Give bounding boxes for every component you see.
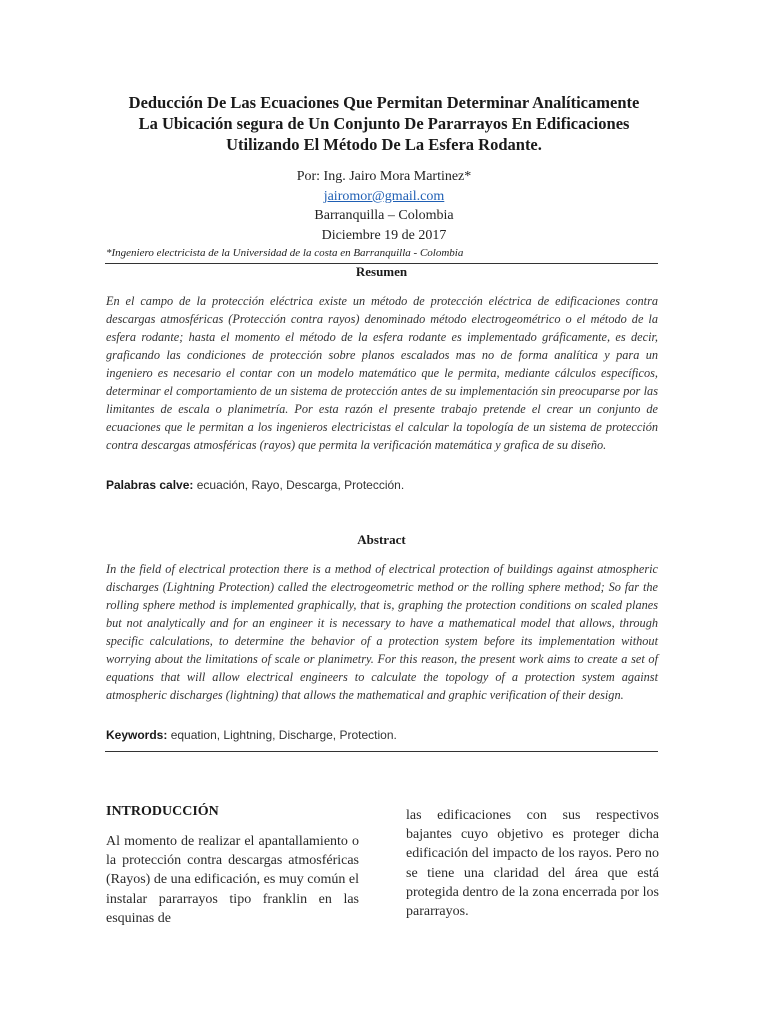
introduccion-heading: INTRODUCCIÓN: [106, 804, 219, 819]
paper-title: [100, 92, 668, 155]
resumen-text: En el campo de la protección eléctrica existe un método de protección eléctrica de edificaciones contra descargas atmosféricas (Protección contra rayos) denominado método electrogeométrico o el método de la esfera rodante; hasta el momento el método de la esfera rodante es implementado gráficamente, es decir, graficando las condiciones de protección sobre planos escalados mas no de forma analítica y para un ingeniero es necesario el contar con un modelo matemático que le permita, mediante cálculos específicos, determinar el comportamiento de un sistema de protección antes de su implementación sin preocuparse por las limitantes de escala o planimetría. Por esta razón el presente trabajo pretende el crear un conjunto de ecuaciones que le permitan a los ingenieros electricistas el calcular la topología de un sistema de protección contra descargas atmosféricas (rayos) que permita la verificación matemática y grafica de su diseño.: [106, 294, 658, 452]
title-line-3: Utilizando El Método De La Esfera Rodante.: [226, 135, 542, 154]
author-email-link[interactable]: jairomor@gmail.com: [323, 188, 445, 204]
author-byline: Por: Ing. Jairo Mora Martinez*: [296, 169, 472, 184]
bottom-divider: [105, 751, 658, 752]
intro-right-text: las edificaciones con sus respectivos bajantes cuyo objetivo es proteger dicha edificación del impacto de los rayos. Pero no se tiene una claridad del área que está protegida dentro de la zona encerrada por los pararrayos.: [406, 808, 659, 920]
resumen-heading: Resumen: [355, 264, 408, 279]
keywords-values: equation, Lightning, Discharge, Protection.: [167, 728, 397, 742]
palabras-clave: [106, 477, 658, 493]
palabras-clave-values: ecuación, Rayo, Descarga, Protección.: [193, 478, 405, 492]
title-line-2: La Ubicación segura de Un Conjunto De Pararrayos En Edificaciones: [138, 114, 630, 133]
author-date: Diciembre 19 de 2017: [321, 227, 447, 243]
author-footnote: *Ingeniero electricista de la Universidad de la costa en Barranquilla - Colombia: [106, 247, 464, 259]
intro-left-column: [106, 800, 359, 928]
intro-right-column: [406, 806, 659, 921]
abstract-heading: Abstract: [357, 532, 406, 547]
keywords: [106, 727, 658, 743]
author-location: Barranquilla – Colombia: [314, 208, 454, 223]
keywords-label: Keywords:: [106, 728, 168, 742]
title-line-1: Deducción De Las Ecuaciones Que Permitan Determinar Analíticamente: [128, 93, 640, 112]
abstract-text: In the field of electrical protection there is a method of electrical protection of buildings against atmospheric discharges (Lightning Protection) called the electrogeometric method or the rolling sphere method; So far the rolling sphere method is implemented graphically, that is, graphing the protection conditions on scaled planes but not analytically and for an engineer it is necessary to have a mathematical model that allows, through specific calculations, to determine the behavior of a protection system before its implementation without worrying about the limitations of scale or planimetry. For this reason, the present work aims to create a set of equations that will allow electrical engineers to calculate the topology of a protection system against atmospheric discharges (lightning) that allows the mathematical and graphic verification of their design.: [106, 562, 658, 702]
author-block: [100, 167, 668, 245]
intro-left-text: Al momento de realizar el apantallamiento o la protección contra descargas atmosféricas (Rayos) de una edificación, es muy común el instalar pararrayos tipo franklin en las esquinas de: [106, 834, 359, 926]
palabras-clave-label: Palabras calve:: [106, 478, 194, 492]
